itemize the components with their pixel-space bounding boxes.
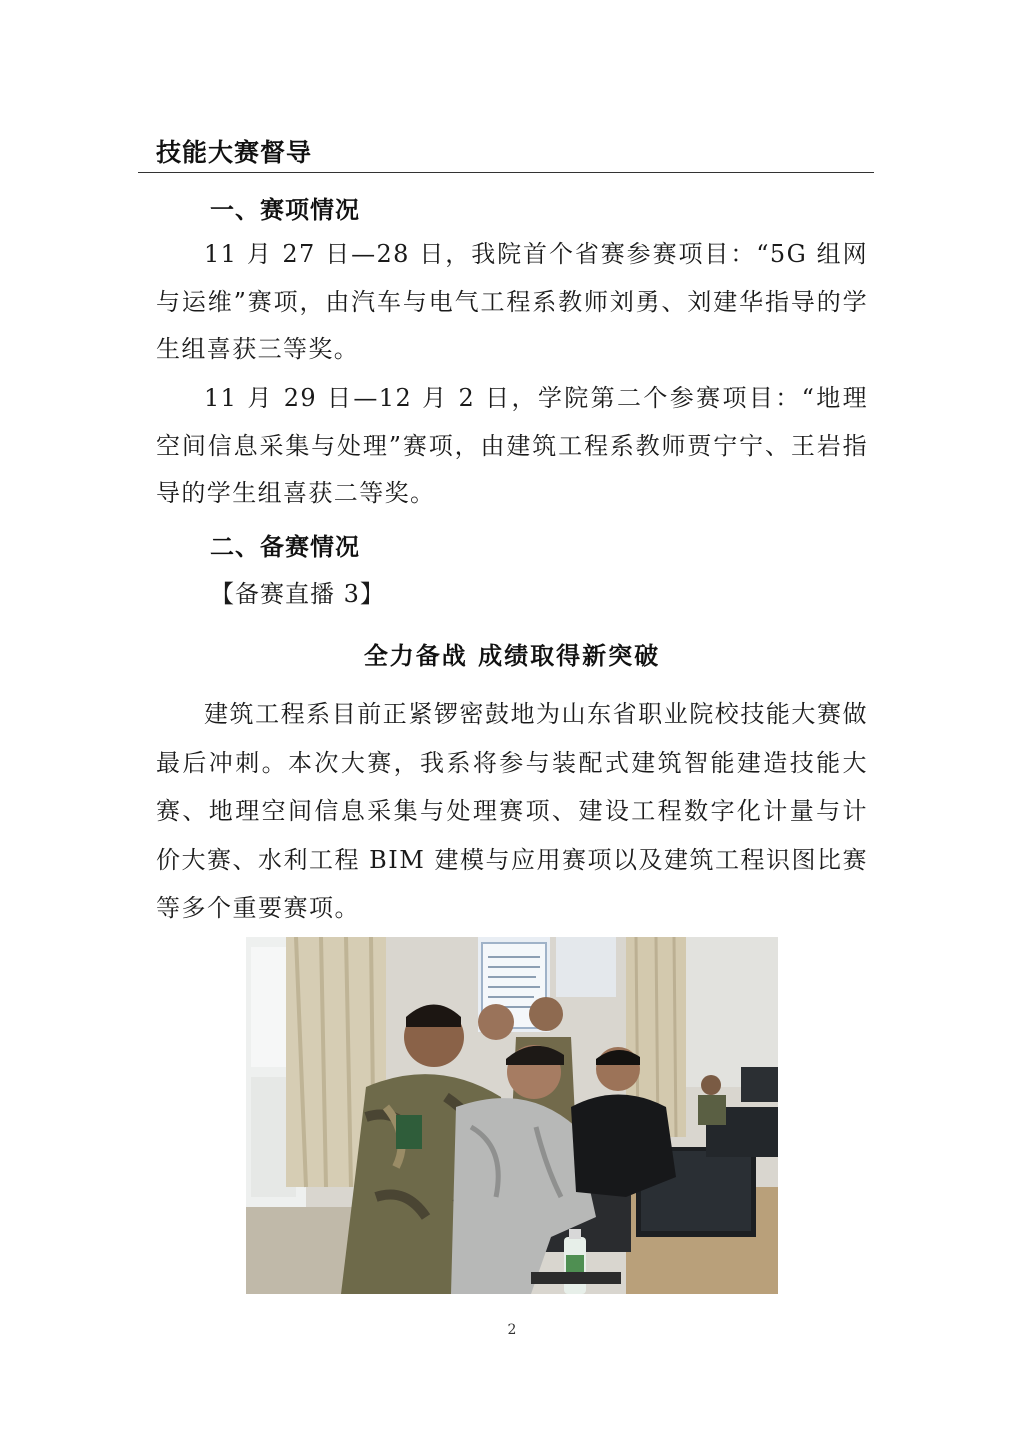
section-heading-competition-results: 一、赛项情况 [210,196,360,224]
paragraph-5g-result: 11 月 27 日—28 日，我院首个省赛参赛项目：“5G 组网与运维”赛项，由汽车与电气工程系教师刘勇、刘建华指导的学生组喜获三等奖。 [156,240,868,363]
page-header-title: 技能大赛督导 [156,138,313,167]
training-room-photo [246,937,778,1294]
header-divider [138,172,874,173]
page-number: 2 [507,1322,517,1338]
paragraph-geospatial-result: 11 月 29 日—12 月 2 日，学院第二个参赛项目：“地理空间信息采集与处理”赛项，由建筑工程系教师贾宁宁、王岩指导的学生组喜获二等奖。 [156,384,868,507]
article-title: 全力备战 成绩取得新突破 [363,642,661,670]
article-body: 建筑工程系目前正紧锣密鼓地为山东省职业院校技能大赛做最后冲刺。本次大赛，我系将参与装配式建筑智能建造技能大赛、地理空间信息采集与处理赛项、建设工程数字化计量与计价大赛、水利工程 BIM 建模与应用赛项以及建筑工程识图比赛等多个重要赛项。 [156,700,868,922]
section-heading-preparation: 二、备赛情况 [210,533,360,561]
live-broadcast-tag: 【备赛直播 3】 [210,580,385,608]
